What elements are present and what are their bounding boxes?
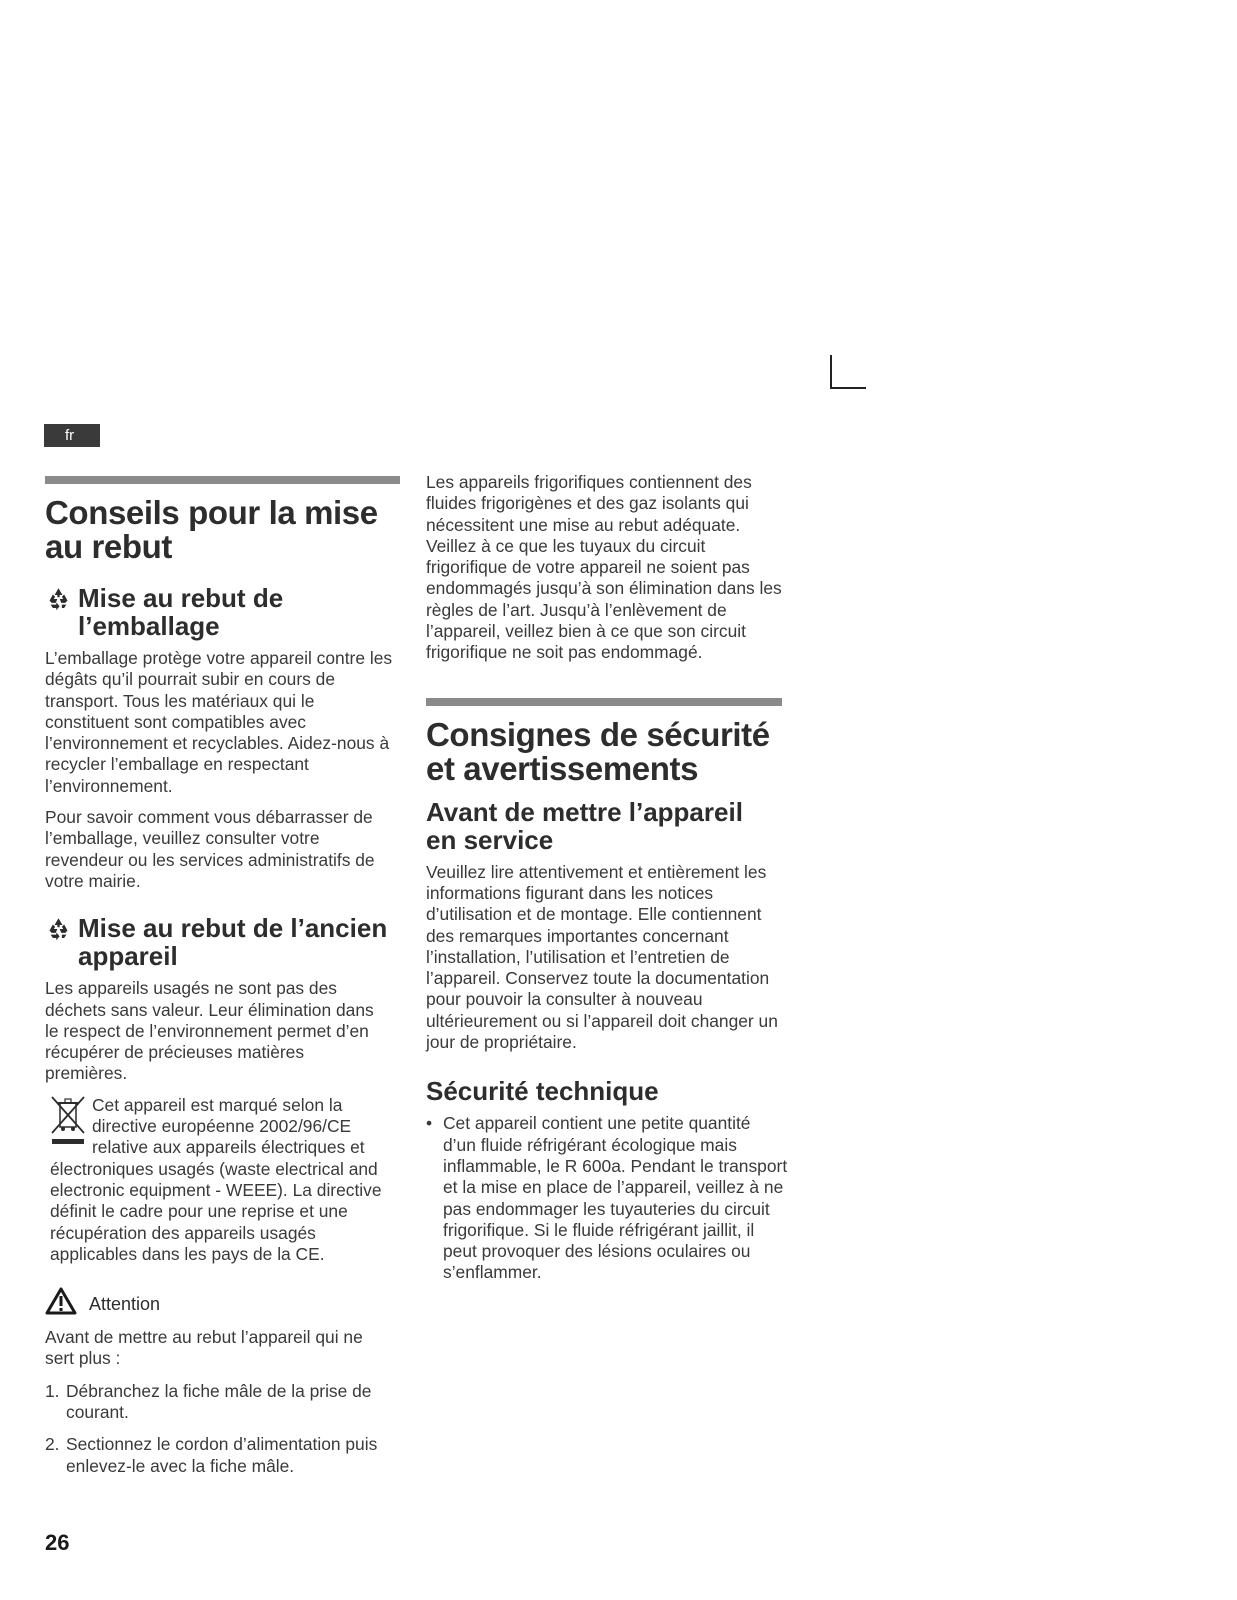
language-badge: fr bbox=[44, 424, 100, 447]
section-divider-bar bbox=[426, 698, 782, 706]
recycle-icon bbox=[45, 916, 72, 943]
old-appliance-heading-row bbox=[45, 914, 405, 970]
left-column bbox=[45, 476, 405, 1477]
list-item bbox=[45, 1434, 380, 1477]
before-use-paragraph: Veuillez lire attentivement et entièrement les informations figurant dans les notices d’utilisation et de montage. Elle contiennent des remarques importantes concernant l’installation, l’utilisation et l’entretien de l’appareil. Conservez toute la documentation pour pouvoir la consulter à nouveau ultérieurement ou si l’appareil doit changer un jour de propriétaire. bbox=[426, 861, 778, 1053]
list-item bbox=[45, 1381, 380, 1424]
crossed-out-bin-icon bbox=[50, 1095, 86, 1145]
list-item-text: Débranchez la fiche mâle de la prise de courant. bbox=[66, 1380, 372, 1423]
old-appliance-heading: Mise au rebut de l’ancien appareil bbox=[78, 913, 388, 972]
crop-mark bbox=[830, 355, 866, 389]
bullet: • bbox=[426, 1113, 433, 1134]
disposal-title: Conseils pour la mise au rebut bbox=[45, 494, 378, 565]
list-item-text: Cet appareil contient une petite quantité d’un fluide réfrigérant écologique mais inflammable, le R 600a. Pendant le transport et la mise en place de l’appareil, veillez à ne pas endommager les tuyauteries du circuit frigorifique. Si le fluide réfrigérant jaillit, il peut provoquer des lésions oculaires ou s’enflammer. bbox=[443, 1113, 788, 1283]
section-divider-bar bbox=[45, 476, 400, 484]
recycle-icon bbox=[45, 586, 72, 613]
weee-paragraph: Cet appareil est marqué selon la directive européenne 2002/96/CE relative aux appareils électriques et électroniques usagés (waste electrical and electronic equipment - WEEE). La directive définit le cadre pour une reprise et une récupération des appareils usagés applicables dans les pays de la CE. bbox=[50, 1094, 382, 1264]
weee-notice bbox=[45, 1095, 405, 1265]
technical-safety-list bbox=[426, 1113, 791, 1283]
refrigerant-intro-paragraph: Les appareils frigorifiques contiennent des fluides frigorigènes et des gaz isolants qui nécessitent une mise au rebut adéquate. Veillez à ce que les tuyaux du circuit frigorifique de votre appareil ne soient pas endommagés jusqu’à son élimination dans les règles de l’art. Jusqu’à l’enlèvement de l’appareil, veillez bien à ce que son circuit frigorifique ne soit pas endommagé. bbox=[426, 472, 782, 663]
list-item bbox=[426, 1113, 788, 1283]
packaging-paragraph-1: L’emballage protège votre appareil contre les dégâts qu’il pourrait subir en cours de transport. Tous les matériaux qui le constituent sont compatibles avec l’environnement et recyclables. Aidez-nous à recycler l’emballage en respectant l’environnement. bbox=[45, 648, 393, 796]
old-appliance-paragraph: Les appareils usagés ne sont pas des déchets sans valeur. Leur élimination dans le respect de l’environnement permet d’en récupérer de précieuses matières premières. bbox=[45, 978, 374, 1084]
page-number: 26 bbox=[45, 1530, 70, 1555]
technical-safety-heading: Sécurité technique bbox=[426, 1076, 659, 1107]
before-use-heading: Avant de mettre l’appareil en service bbox=[426, 796, 743, 855]
attention-label: Attention bbox=[89, 1293, 161, 1314]
attention-steps bbox=[45, 1381, 405, 1477]
list-item-number: 1. bbox=[45, 1380, 60, 1401]
packaging-heading-row bbox=[45, 584, 405, 640]
packaging-paragraph-2: Pour savoir comment vous débarrasser de l’emballage, veuillez consulter votre revendeur ou les services administratifs de votre mairie. bbox=[45, 807, 375, 891]
packaging-heading: Mise au rebut de l’emballage bbox=[78, 583, 284, 641]
attention-heading-row bbox=[45, 1287, 405, 1315]
warning-triangle-icon bbox=[45, 1287, 77, 1315]
list-item-number: 2. bbox=[45, 1434, 60, 1455]
list-item-text: Sectionnez le cordon d’alimentation puis enlevez-le avec la fiche mâle. bbox=[66, 1434, 378, 1476]
middle-column bbox=[426, 472, 791, 1284]
attention-intro: Avant de mettre au rebut l’appareil qui ne sert plus : bbox=[45, 1327, 363, 1369]
safety-title: Consignes de sécurité et avertissements bbox=[426, 715, 770, 787]
